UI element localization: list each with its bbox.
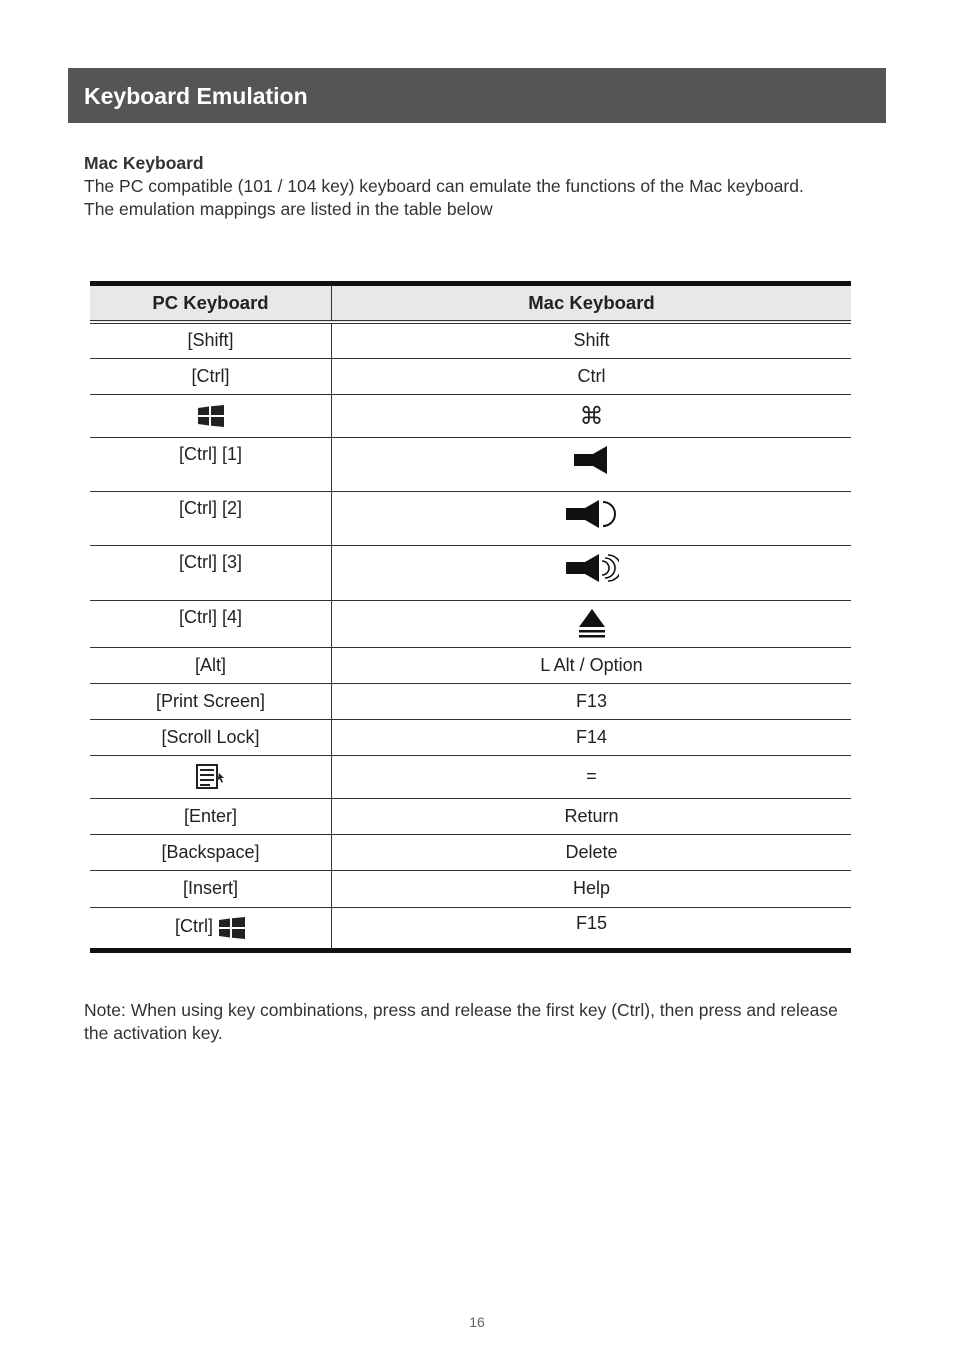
mac-key-cell: Return xyxy=(332,798,852,834)
mac-key-cell: = xyxy=(332,755,852,798)
pc-key-cell: [Enter] xyxy=(90,798,332,834)
table-header-row xyxy=(90,284,851,323)
table-row xyxy=(90,545,851,600)
table-row xyxy=(90,600,851,647)
mac-key-cell xyxy=(332,394,852,437)
pc-key-cell: [Backspace] xyxy=(90,834,332,870)
table-row xyxy=(90,798,851,834)
mac-key-cell xyxy=(332,600,852,647)
table-row xyxy=(90,870,851,907)
pc-key-cell: [Ctrl] [3] xyxy=(90,545,332,600)
table-row xyxy=(90,358,851,394)
mac-key-cell: Help xyxy=(332,870,852,907)
table-row xyxy=(90,907,851,950)
mac-key-cell: F15 xyxy=(332,907,852,950)
pc-key-cell: [Ctrl] xyxy=(90,358,332,394)
speaker-high-icon xyxy=(565,556,619,576)
intro-text-line-1: The PC compatible (101 / 104 key) keyboard can emulate the functions of the Mac keyboard. xyxy=(84,176,804,196)
table-row xyxy=(90,647,851,683)
pc-key-cell xyxy=(90,755,332,798)
table-row xyxy=(90,834,851,870)
pc-key-cell: [Ctrl] [2] xyxy=(90,491,332,545)
menu-key-icon xyxy=(195,765,227,785)
windows-key-icon xyxy=(218,916,246,936)
column-header-pc: PC Keyboard xyxy=(90,284,332,323)
section-subtitle: Mac Keyboard xyxy=(84,153,204,173)
pc-key-cell xyxy=(90,907,332,950)
intro-text-line-2: The emulation mappings are listed in the table below xyxy=(84,199,493,219)
intro-section xyxy=(84,152,874,221)
mac-key-cell: Delete xyxy=(332,834,852,870)
pc-key-cell: [Ctrl] [4] xyxy=(90,600,332,647)
pc-key-cell: [Ctrl] [1] xyxy=(90,437,332,491)
note-text: Note: When using key combinations, press and release the first key (Ctrl), then press and release the activation key. xyxy=(84,1000,838,1043)
keyboard-mapping-table xyxy=(90,281,851,953)
table-row xyxy=(90,719,851,755)
table-row xyxy=(90,755,851,798)
section-header xyxy=(68,68,886,123)
mac-key-cell: L Alt / Option xyxy=(332,647,852,683)
table-row xyxy=(90,322,851,358)
mac-key-cell xyxy=(332,437,852,491)
speaker-mute-icon xyxy=(573,448,611,468)
speaker-low-icon xyxy=(565,502,619,522)
pc-key-cell: [Alt] xyxy=(90,647,332,683)
table-row xyxy=(90,491,851,545)
eject-icon xyxy=(577,611,607,631)
mac-key-cell: Ctrl xyxy=(332,358,852,394)
pc-key-cell xyxy=(90,394,332,437)
table-row xyxy=(90,394,851,437)
table-row xyxy=(90,683,851,719)
mac-key-cell xyxy=(332,491,852,545)
mac-key-cell: F13 xyxy=(332,683,852,719)
pc-key-cell: [Print Screen] xyxy=(90,683,332,719)
pc-key-cell: [Shift] xyxy=(90,322,332,358)
pc-key-cell: [Scroll Lock] xyxy=(90,719,332,755)
page-number: 16 xyxy=(469,1314,485,1330)
windows-key-icon xyxy=(197,404,225,424)
pc-key-cell: [Insert] xyxy=(90,870,332,907)
column-header-mac: Mac Keyboard xyxy=(332,284,852,323)
mac-key-cell: F14 xyxy=(332,719,852,755)
ctrl-label: [Ctrl] xyxy=(174,916,213,937)
mac-key-cell: Shift xyxy=(332,322,852,358)
table-row xyxy=(90,437,851,491)
command-symbol: ⌘ xyxy=(579,401,604,430)
mac-key-cell xyxy=(332,545,852,600)
page-title: Keyboard Emulation xyxy=(84,83,308,109)
